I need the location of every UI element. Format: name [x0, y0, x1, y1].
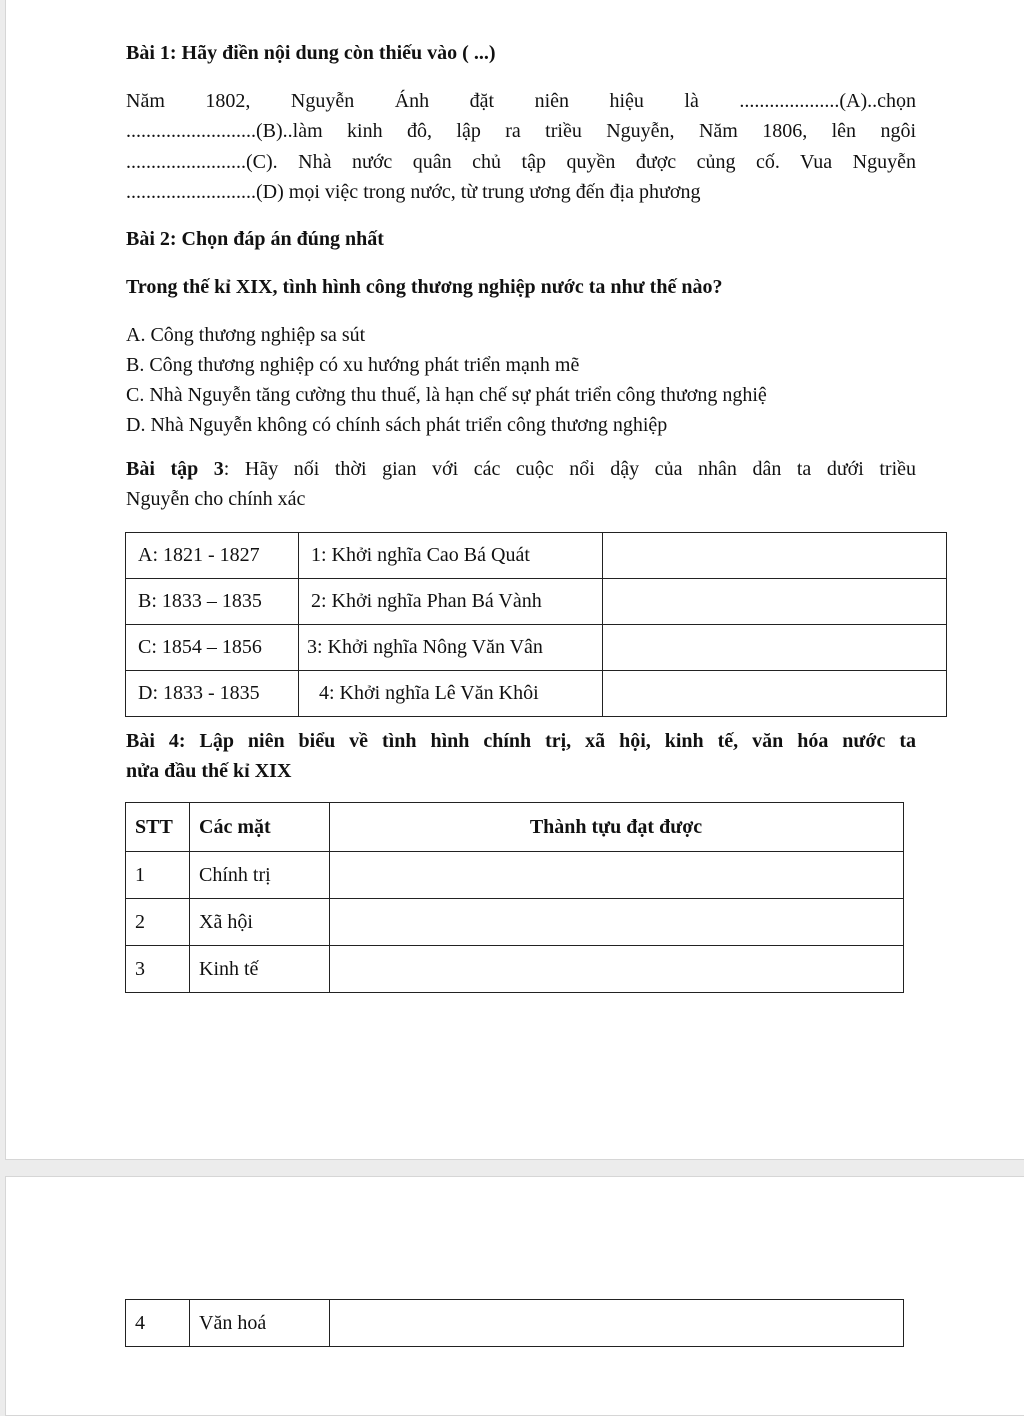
mat-cell: Xã hội [190, 899, 330, 946]
table-header-row [126, 803, 904, 852]
thanh-tuu-cell[interactable] [330, 852, 904, 899]
time-cell: B: 1833 – 1835 [126, 579, 299, 625]
option-c[interactable]: C. Nhà Nguyễn tăng cường thu thuế, là hạn chế sự phát triển công thương nghiệ [126, 384, 767, 406]
bai1-line1-start: Năm 1802, Nguyễn Ánh đặt niên hiệu là [126, 90, 740, 112]
answer-cell[interactable] [603, 579, 947, 625]
thanh-tuu-cell[interactable] [330, 1300, 904, 1347]
event-cell: 2: Khởi nghĩa Phan Bá Vành [299, 579, 603, 625]
chronology-table [125, 802, 904, 993]
bai3-title-line-1 [126, 458, 916, 481]
stt-cell: 3 [126, 946, 190, 993]
table-row [126, 671, 947, 717]
stt-cell: 1 [126, 852, 190, 899]
table-row [126, 946, 904, 993]
table-row [126, 533, 947, 579]
stt-cell: 2 [126, 899, 190, 946]
bai3-title-bold: Bài tập 3 [126, 458, 224, 480]
event-cell: 3: Khởi nghĩa Nông Văn Vân [299, 625, 603, 671]
thanh-tuu-cell[interactable] [330, 946, 904, 993]
bai3-title-rest: : Hãy nối thời gian với các cuộc nổi dậy của nhân dân ta dưới triều [223, 458, 917, 480]
table-row [126, 899, 904, 946]
bai4-title-line-1: Bài 4: Lập niên biểu về tình hình chính trị, xã hội, kinh tế, văn hóa nước ta [126, 730, 916, 752]
bai2-title: Bài 2: Chọn đáp án đúng nhất [126, 228, 384, 250]
mat-cell: Kinh tế [190, 946, 330, 993]
stt-cell: 4 [126, 1300, 190, 1347]
table-row [126, 1300, 904, 1347]
bai4-title-line-2: nửa đầu thế kỉ XIX [126, 760, 292, 782]
bai3-title-line-2: Nguyễn cho chính xác [126, 488, 306, 510]
answer-cell[interactable] [603, 671, 947, 717]
matching-table [125, 532, 947, 717]
blank-A[interactable]: .................... [739, 90, 840, 112]
mat-cell: Văn hoá [190, 1300, 330, 1347]
bai1-line3-text: (C). Nhà nước quân chủ tập quyền được củng cố. Vua Nguyễn [246, 151, 916, 173]
blank-C[interactable]: ........................ [126, 151, 246, 173]
chronology-table-continued [125, 1299, 904, 1347]
header-thanh-tuu: Thành tựu đạt được [330, 803, 904, 852]
bai2-question: Trong thế kỉ XIX, tình hình công thương nghiệp nước ta như thế nào? [126, 276, 723, 298]
thanh-tuu-cell[interactable] [330, 899, 904, 946]
bai1-line1-end: (A)..chọn [839, 90, 916, 112]
time-cell: D: 1833 - 1835 [126, 671, 299, 717]
table-row [126, 625, 947, 671]
header-cac-mat: Các mặt [190, 803, 330, 852]
bai1-line4-text: (D) mọi việc trong nước, từ trung ương đến địa phương [256, 181, 701, 203]
blank-D[interactable]: .......................... [126, 181, 256, 203]
time-cell: C: 1854 – 1856 [126, 625, 299, 671]
header-stt: STT [126, 803, 190, 852]
table-row [126, 579, 947, 625]
bai1-line2-text: (B)..làm kinh đô, lập ra triều Nguyễn, Năm 1806, lên ngôi [256, 120, 916, 142]
option-a[interactable]: A. Công thương nghiệp sa sút [126, 324, 366, 346]
event-cell: 4: Khởi nghĩa Lê Văn Khôi [299, 671, 603, 717]
option-b[interactable]: B. Công thương nghiệp có xu hướng phát triển mạnh mẽ [126, 354, 580, 376]
answer-cell[interactable] [603, 533, 947, 579]
time-cell: A: 1821 - 1827 [126, 533, 299, 579]
document-page-2 [5, 1176, 1024, 1416]
bai1-line-3 [126, 151, 916, 174]
bai1-line-4 [126, 181, 700, 204]
event-cell: 1: Khởi nghĩa Cao Bá Quát [299, 533, 603, 579]
bai1-line-1 [126, 90, 916, 113]
blank-B[interactable]: .......................... [126, 120, 256, 142]
table-row [126, 852, 904, 899]
bai1-title: Bài 1: Hãy điền nội dung còn thiếu vào ( ...) [126, 42, 496, 64]
mat-cell: Chính trị [190, 852, 330, 899]
answer-cell[interactable] [603, 625, 947, 671]
bai1-line-2 [126, 120, 916, 143]
option-d[interactable]: D. Nhà Nguyễn không có chính sách phát triển công thương nghiệp [126, 414, 668, 436]
